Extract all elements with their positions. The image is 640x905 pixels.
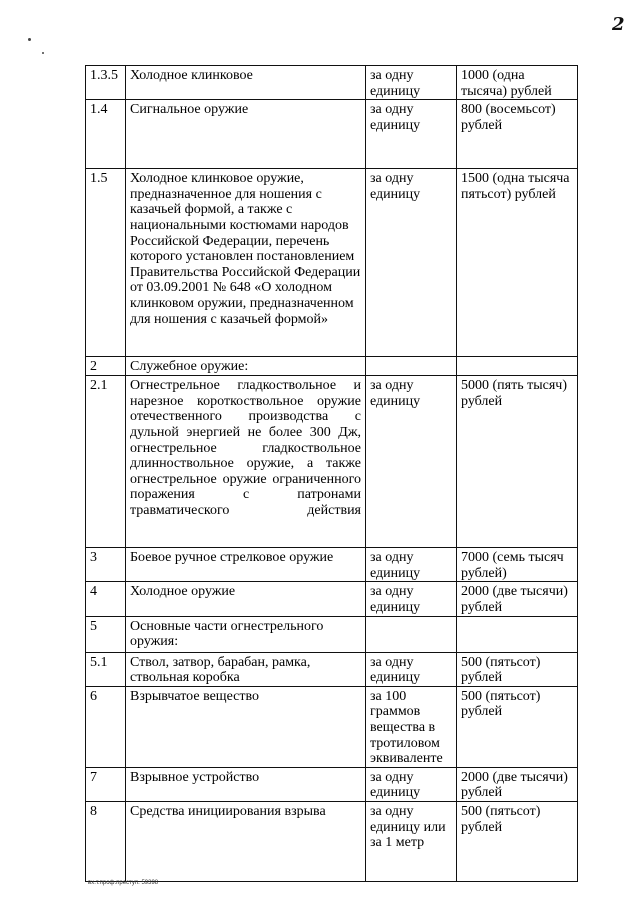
scan-speck xyxy=(28,38,31,41)
row-number: 1.3.5 xyxy=(86,66,126,100)
fee-amount xyxy=(457,616,578,652)
table-row xyxy=(86,100,578,169)
fee-unit: за одну единицу xyxy=(366,582,457,616)
fee-unit: за одну единицу или за 1 метр xyxy=(366,801,457,881)
table-row xyxy=(86,801,578,881)
weapon-name: Ствол, затвор, барабан, рамка, ствольная коробка xyxy=(126,652,366,686)
fee-unit: за одну единицу xyxy=(366,652,457,686)
row-number: 3 xyxy=(86,548,126,582)
fee-unit: за одну единицу xyxy=(366,66,457,100)
weapon-name: Взрывчатое вещество xyxy=(126,686,366,767)
table-row xyxy=(86,767,578,801)
fee-amount xyxy=(457,357,578,376)
fee-amount: 2000 (две тысячи) рублей xyxy=(457,582,578,616)
fee-unit: за одну единицу xyxy=(366,169,457,357)
table-row xyxy=(86,169,578,357)
fee-unit: за одну единицу xyxy=(366,376,457,548)
table-row xyxy=(86,582,578,616)
row-number: 4 xyxy=(86,582,126,616)
fee-unit: за одну единицу xyxy=(366,767,457,801)
row-number: 6 xyxy=(86,686,126,767)
weapon-name: Холодное клинковое оружие, предназначенное для ношения с казачьей формой, а также с национальными костюмами народов Российской Федерации, перечень которого установлен постановлением Правительства Российской Федерации от 03.09.2001 № 648 «О холодном клинковом оружии, предназначенном для ношения с казачьей формой» xyxy=(126,169,366,357)
table-row xyxy=(86,376,578,548)
page-number: 2 xyxy=(612,14,625,35)
fee-amount: 800 (восемьсот) рублей xyxy=(457,100,578,169)
table-row xyxy=(86,686,578,767)
row-number: 2 xyxy=(86,357,126,376)
row-number: 8 xyxy=(86,801,126,881)
fee-unit: за одну единицу xyxy=(366,100,457,169)
fee-amount: 7000 (семь тысяч рублей) xyxy=(457,548,578,582)
row-number: 2.1 xyxy=(86,376,126,548)
section-name: Служебное оружие: xyxy=(126,357,366,376)
weapon-name: Средства инициирования взрыва xyxy=(126,801,366,881)
table-row xyxy=(86,66,578,100)
fee-unit: за одну единицу xyxy=(366,548,457,582)
row-number: 7 xyxy=(86,767,126,801)
fee-amount: 5000 (пять тысяч) рублей xyxy=(457,376,578,548)
fee-amount: 500 (пятьсот) рублей xyxy=(457,801,578,881)
section-name: Основные части огнестрельного оружия: xyxy=(126,616,366,652)
fee-unit xyxy=(366,357,457,376)
weapon-name: Огнестрельное гладкоствольное и нарезное короткоствольное оружие отечественного производства с дульной энергией не более 300 Дж, огнестрельное гладкоствольное длинноствольное оружие, а также огнестрельное оружие ограниченного поражения с патронами травматического действия xyxy=(126,376,366,548)
fee-table xyxy=(85,65,578,882)
table-row xyxy=(86,616,578,652)
row-number: 5 xyxy=(86,616,126,652)
table-row xyxy=(86,357,578,376)
weapon-name: Боевое ручное стрелковое оружие xyxy=(126,548,366,582)
weapon-name: Холодное клинковое xyxy=(126,66,366,100)
fee-unit: за 100 граммов вещества в тротиловом эквиваленте xyxy=(366,686,457,767)
row-number: 1.4 xyxy=(86,100,126,169)
fee-unit xyxy=(366,616,457,652)
weapon-name: Сигнальное оружие xyxy=(126,100,366,169)
fee-amount: 500 (пятьсот) рублей xyxy=(457,686,578,767)
table-row xyxy=(86,652,578,686)
fee-amount: 1000 (одна тысяча) рублей xyxy=(457,66,578,100)
row-number: 1.5 xyxy=(86,169,126,357)
footer-reference: вх.т.проф.преступ. 59398 xyxy=(88,880,159,886)
fee-amount: 500 (пятьсот) рублей xyxy=(457,652,578,686)
weapon-name: Взрывное устройство xyxy=(126,767,366,801)
row-number: 5.1 xyxy=(86,652,126,686)
scan-speck xyxy=(42,52,44,54)
table-row xyxy=(86,548,578,582)
fee-amount: 2000 (две тысячи) рублей xyxy=(457,767,578,801)
fee-amount: 1500 (одна тысяча пятьсот) рублей xyxy=(457,169,578,357)
weapon-name: Холодное оружие xyxy=(126,582,366,616)
